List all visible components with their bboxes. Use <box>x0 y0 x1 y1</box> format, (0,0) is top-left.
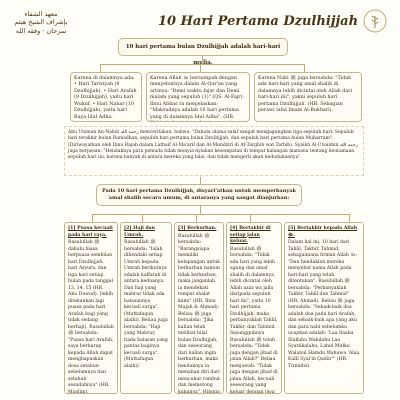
page-title: 10 Hari Pertama Dzulhijjah <box>158 14 359 29</box>
deed-title: [1] Puasa kecuali pada hari raya. <box>68 226 113 238</box>
deed-column-4 <box>226 222 282 394</box>
connector <box>200 206 201 214</box>
connector <box>349 214 350 222</box>
deed-column-5 <box>284 222 364 394</box>
connector <box>250 214 251 222</box>
scholar-quote: Abu Utsman An-Nahdi رحمه الله menceritakan, bahwa: "Dahulu ulama salaf sangat mengagungkan tiga sepuluh hari: Sepuluh hari terakhir bulan Ramadhan, sepuluh hari pertama bulan Dzulhijjah, dan sepuluh hari pertama bulan Muharram". (Diriwayatkan oleh Ibnu Rajab dalam Lathaif Al-Ma'arif dan Al-Mundziri di At-Targhib wat Tarhib). Syaikh Al-Utsaimin رحمه الله juga berpesan: "Hendaknya para pemuda tidak menyia-nyiakan kesempatan di tempat kalangan manusia tentang keutamaan sepuluh hari ini, karena banyak di antara mereka yang lalai, dan tidak mengerti akan kedudukannya". <box>64 126 364 176</box>
deed-text: Rasulullah ﷺ bersabda: "Barangsiapa memiliki kelapangan untuk berkurban namun tidak berkurban, maka janganlah ia mendekati tempat shalat kami" (HR. Ibnu Majah & Ahmad). Beliau ﷺ juga bersabda: "Jika kalian telah melihat hilal bulan Dzulhijjah, dan seseorang dari kalian ingin berkurban, maka hendaknya ia menahan diri dari mencukur rambut dan memotong kukunya". Hingga <box>178 233 220 394</box>
reason-box-3: Karena Nabi ﷺ juga bersabda: "Tidak ada hari-hari yang amal shalih di dalamnya lebih dicintai oleh Allah dari hari-hari ini", yakni sepuluh hari pertama Dzulhijjah. (HR. Sebagian perawi lafal Imam Al-Bukhari). <box>254 72 362 122</box>
wheat-logo-icon <box>362 8 388 34</box>
connector <box>142 214 143 222</box>
deed-text: Rasulullah ﷺ dahulu biasa berpuasa sembilan hari Dzulhijjah, hari Asyura, dan tiga hari setiap bulan pada tanggal 13, 14, 15 (HR. Abu Dawud). (lebih ditekankan lagi puasa pada hari Arafah bagi yang tidak sedang berhaji). Rasulullah ﷺ bersabda: "Puasa hari Arafah, saya berharap kepada Allah dapat menghapuskan dosa setahun sebelumnya dan setahun sesudahnya" (HR. Muslim). <box>68 240 114 394</box>
intro-banner: 10 hari pertama bulan Dzulhijjah adalah hari-hari mulia. <box>118 38 288 56</box>
deed-title: [4] Bertakbir di setiap jalan keluar. <box>230 226 271 245</box>
deed-text: Dalam hal ini, 10 hari dari Tahlil, Takbir, Tahmid, sebagaimana firman Allah ﷻ: "Dan hendaklah mereka menyebut nama Allah pada hari-hari yang telah ditentukan". Rasulullah ﷺ bersabda: "Perbanyaklah Takbir, Tahlil dan Tahmid" (HR. Ahmad). Beliau ﷺ juga bersabda: "Sebaik-baik doa adalah doa pada hari Arafah, dan sebaik-baik apa yang aku dan para nabi sebelumku ucapkan adalah: 'Laa Ilaaha Illallahu Wahdahu Laa Syariikalahu, Lahul Mulku Walahul Hamdu Wahuwa 'Alaa Kulli Syai'in Qadiir'" (HR. Tirmidzi). <box>288 240 360 369</box>
connector <box>92 214 93 222</box>
connector <box>100 64 305 65</box>
deed-title: [3] Berkurban. <box>178 226 217 231</box>
deed-column-3 <box>174 222 224 394</box>
connector <box>202 56 203 64</box>
connector <box>200 177 201 184</box>
deeds-banner: Pada 10 hari pertama Dzulhijjah, disyari'atkan untuk memperbanyak amal shalih secara umum, di antaranya yang sangat dianjurkan: <box>96 184 302 206</box>
deed-column-2 <box>120 222 172 394</box>
deed-text: Rasulullah ﷺ bersabda: "Ialah dihendaki setiap Umrah kepada Umrah berikutnya adalah kaffarah di antara keduanya. Dan haji yang mabrur tidak ada balasannya kecuali surga". (Muttafaqun alaihi). Beliau juga bersabda: "Haji yang Mabrur, tiada balasan yang pantas baginya kecuali surga". (Muttafaqun alaihi). <box>124 240 168 369</box>
deed-column-1 <box>64 222 118 394</box>
deed-text: Rasulullah ﷺ bersabda: "Tidak ada hari yang lebih agung dan amal shalih di dalamnya lebih dicintai oleh Allah azza wa jalla daripada sepuluh hari ini", yaitu 10 hari pertama Dzulhijjah, maka perbanyaklah Tahlil, Takbir, dan Tahmid. Sesungguhnya Rasulullah ﷺ telah bersabda: "Tidak juga dengan jihad di jalan Allah?" Beliau menjawab: "Tidak juga dengan jihad di jalan Allah, kecuali seseorang yang keluar dengan jiwa <box>230 246 278 394</box>
connector <box>92 214 349 215</box>
reason-box-1: Karena di dalamnya ada: • Hari Tarwiyah (8 Dzulhijjah), • Hari Arafah (9 Dzulhijjah), yaitu hari Wukuf, • Hari Nahar (10 Dzulhijjah), yaitu hari Raya Idul Adha. <box>70 72 142 122</box>
deed-title: [2] Haji dan Umrah. <box>124 226 155 238</box>
connector <box>200 64 201 72</box>
reason-box-2: Karena Allah ﷻ bersumpah dengan menyebutnya dalam Al-Qur'an yang artinya: "Demi waktu fajar dan Demi malam yang sepuluh (1)" (QS. Al-Fajr). Ibnu Abbas ra menjelaskan: "Maksudnya adalah 10 hari pertama yang di dalamnya Idul Adha". (HR. <box>146 72 250 122</box>
connector <box>196 214 197 222</box>
deed-title: [5] Bertakbir kepada Allah ﷻ. <box>288 226 358 238</box>
connector <box>304 64 305 72</box>
connector <box>100 64 101 72</box>
institute-brand: معهد الشفاء بإشراف الشيخ هيثم سرحان · وفقه الله <box>14 10 68 35</box>
